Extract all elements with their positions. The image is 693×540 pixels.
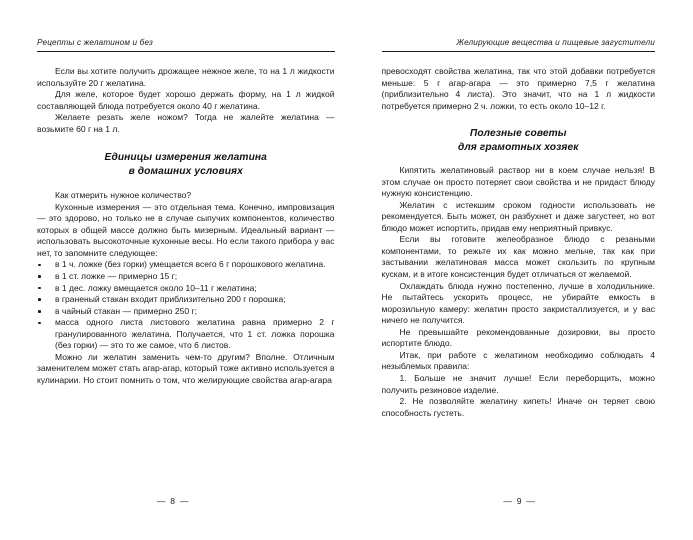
paragraph: Желатин с истекшим сроком годности использовать не рекомендуется. Быть может, он разбухнет и даже загустеет, но вот блюдо может испортить, придав ему неприятный привкус. [381, 199, 655, 233]
left-page-running-head: Рецепты с желатином и без [37, 38, 154, 47]
right-page-header-rule [382, 51, 656, 53]
section-heading-line-2: в домашних условиях [128, 165, 243, 177]
list-item [37, 306, 335, 318]
bullet-dot-icon [38, 322, 41, 325]
paragraph: Если вы готовите желеобразное блюдо с резаными компонентами, то режьте их как можно мельче, так как при застывании желатиновая масса может скользить по крупным кускам, и в итоге консистенция будет отличаться от желаемой. [381, 234, 655, 280]
right-page-body [382, 66, 656, 419]
bullet-dot-icon [38, 287, 41, 290]
gelatin-rules-list [382, 373, 656, 419]
right-page-running-head: Желирующие вещества и пищевые загустители [456, 38, 655, 47]
paragraph: Кухонные измерения — это отдельная тема. Конечно, импровизация — это здорово, но только не в случае сыпучих компонентов, количество которых в общей массе должно быть мизерным. Идеальный вариант — использовать высокоточные кухонные весы. Но если такого прибора у вас нет, то запомните следующее: [37, 201, 335, 258]
left-page-folio: — 8 — [156, 496, 190, 506]
list-item-text: в 1 ч. ложке (без горки) умещается всего 6 г порошкового желатина. [55, 259, 326, 270]
right-page-folio: — 9 — [503, 496, 537, 506]
paragraph: Как отмерить нужное количество? [55, 190, 192, 201]
paragraph: Если вы хотите получить дрожащее нежное желе, то на 1 л жидкости используйте 20 г желатина. [37, 66, 335, 88]
list-item-text: в граненый стакан входит приблизительно 200 г порошка; [55, 294, 286, 305]
paragraph: Охлаждать блюда нужно постепенно, лучше в холодильнике. Не пытайтесь ускорить процесс, не убирайте емкость в морозильную камеру: желатин просто закристаллизуется, и у вас ничего не получится. [381, 280, 655, 326]
paragraph: Итак, при работе с желатином необходимо соблюдать 4 незыблемых правила: [381, 349, 655, 372]
list-item-text: в чайный стакан — примерно 250 г; [55, 305, 197, 316]
list-item [37, 271, 335, 283]
measurement-bullet-list [37, 259, 335, 351]
paragraph: превосходят свойства желатина, так что этой добавки потребуется меньше: 5 г агар-агара — это примерно 7,5 г желатина (приблизительно 4 листа). Это значит, что на 1 л жидкости потребуется примерно 2 ч. ложки, то есть около 10–12 г. [381, 66, 655, 111]
paragraph: Можно ли желатин заменить чем-то другим? Вполне. Отличным заменителем может стать агар-агар, который тоже активно используется в кулинарии. Но стоит помнить о том, что желирующие свойства агар-агара [37, 351, 335, 385]
list-item [37, 294, 335, 306]
left-page-header-rule [37, 51, 335, 53]
bullet-dot-icon [38, 264, 41, 267]
section-heading-line-1: Полезные советы [469, 128, 567, 140]
list-item-text: в 1 дес. ложку вмещается около 10–11 г желатина; [55, 282, 257, 293]
list-item: 2. Не позволяйте желатину кипеть! Иначе он теряет свою способность густеть. [381, 396, 655, 418]
paragraph: Кипятить желатиновый раствор ни в коем случае нельзя! В этом случае он просто потеряет свои свойства и не придаст блюду нужную консистенцию. [381, 165, 655, 199]
list-item [37, 317, 335, 352]
paragraph: Для желе, которое будет хорошо держать форму, на 1 л жидкой составляющей блюда потребуется около 40 г желатина. [37, 89, 335, 111]
bullet-dot-icon [38, 298, 41, 301]
paragraph: Желаете резать желе ножом? Тогда не жалейте желатина — возьмите 60 г на 1 л. [37, 112, 335, 134]
section-heading-units-of-measure [37, 151, 335, 178]
paragraph: Не превышайте рекомендованные дозировки, вы просто испортите блюдо. [381, 326, 655, 349]
right-page [347, 0, 693, 540]
bullet-dot-icon [38, 310, 41, 313]
list-item-text: масса одного листа листового желатина равна примерно 2 г гранулированного желатина. Получается, что 1 ст. ложка порошка (без горки) — это то же самое, что 6 листов. [55, 317, 335, 351]
list-item-text: в 1 ст. ложке — примерно 15 г; [55, 271, 178, 282]
section-heading-line-1: Единицы измерения желатина [104, 152, 267, 164]
section-heading-useful-tips [382, 127, 656, 154]
left-page-body [37, 66, 335, 386]
list-item [37, 283, 335, 295]
list-item [37, 259, 335, 271]
list-item: 1. Больше не значит лучше! Если переборщить, можно получить резиновое изделие. [381, 372, 655, 395]
section-heading-line-2: для грамотных хозяек [457, 141, 579, 153]
bullet-dot-icon [38, 275, 41, 278]
